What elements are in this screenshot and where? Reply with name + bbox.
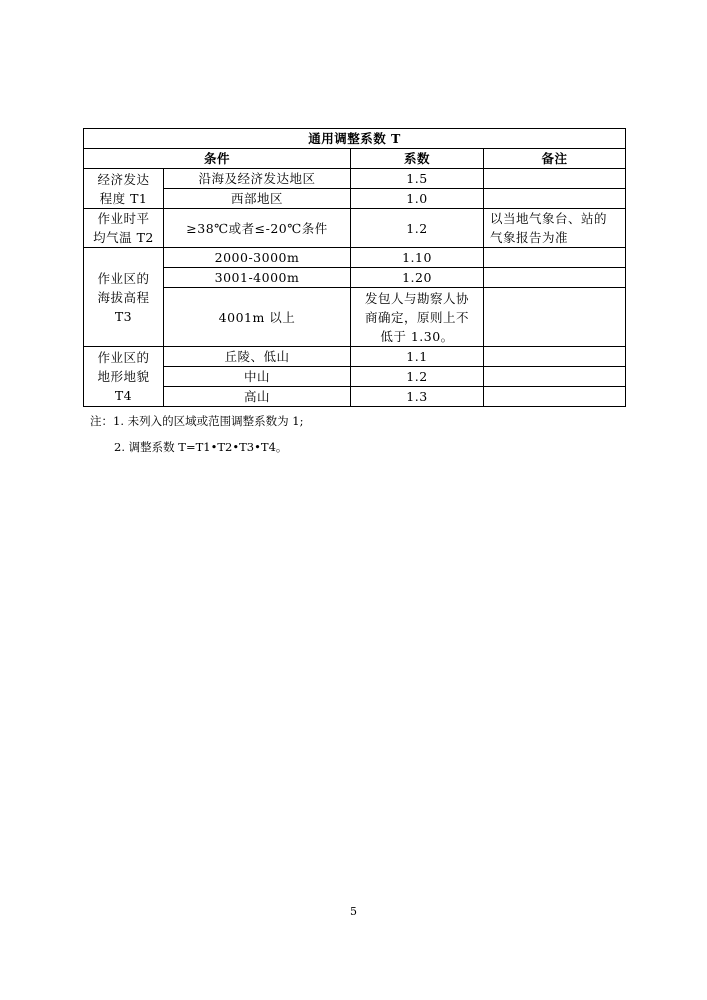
group-label-line: 作业区的 (97, 270, 150, 286)
coefficient-cell (351, 288, 484, 347)
group-label-line: 作业时平 (97, 211, 150, 226)
footnote-2: 2. 调整系数 T=T1•T2•T3•T4。 (114, 440, 288, 454)
remark-cell (484, 169, 626, 189)
coefficient-cell: 1.2 (351, 209, 484, 248)
group-label-line: 程度 T1 (99, 190, 148, 206)
group-label-line: 经济发达 (97, 171, 150, 187)
page-number: 5 (350, 905, 357, 918)
condition-cell: 高山 (164, 387, 351, 407)
remark-line: 气象报告为准 (490, 230, 569, 245)
table-row (84, 248, 626, 268)
table-row (84, 209, 626, 248)
condition-cell: 沿海及经济发达地区 (164, 169, 351, 189)
condition-cell: 4001m 以上 (164, 288, 351, 347)
group-label-line: T3 (114, 308, 133, 324)
table-title: 通用调整系数 T (84, 129, 626, 149)
group-label-t2 (84, 209, 164, 248)
table-row (84, 288, 626, 347)
group-label-line: T4 (114, 388, 133, 403)
condition-cell: 丘陵、低山 (164, 347, 351, 367)
coefficient-line: 商确定，原则上不 (364, 309, 469, 325)
table-title-row (84, 129, 626, 149)
condition-cell: 中山 (164, 367, 351, 387)
header-remark: 备注 (484, 149, 626, 169)
coefficient-cell: 1.5 (351, 169, 484, 189)
table-header-row (84, 149, 626, 169)
group-label-line: 均气温 T2 (93, 230, 154, 245)
coefficient-cell: 1.10 (351, 248, 484, 268)
table-row (84, 387, 626, 407)
remark-cell (484, 288, 626, 347)
table-footnotes (90, 408, 303, 460)
group-label-t3 (84, 248, 164, 347)
coefficient-line: 低于 1.30。 (380, 328, 454, 344)
condition-cell: 西部地区 (164, 189, 351, 209)
coefficient-cell: 1.2 (351, 367, 484, 387)
group-label-line: 地形地貌 (97, 369, 150, 384)
remark-cell (484, 268, 626, 288)
condition-cell: 2000-3000m (164, 248, 351, 268)
remark-cell (484, 209, 626, 248)
condition-cell: 3001-4000m (164, 268, 351, 288)
group-label-t1 (84, 169, 164, 209)
table-row (84, 347, 626, 367)
coefficient-cell: 1.1 (351, 347, 484, 367)
remark-cell (484, 189, 626, 209)
table-row (84, 189, 626, 209)
group-label-line: 作业区的 (97, 350, 150, 365)
coefficient-cell: 1.0 (351, 189, 484, 209)
condition-cell: ≥38℃或者≤-20℃条件 (164, 209, 351, 248)
remark-cell (484, 248, 626, 268)
table-row (84, 367, 626, 387)
header-coefficient: 系数 (351, 149, 484, 169)
remark-line: 以当地气象台、站的 (490, 211, 608, 226)
group-label-line: 海拔高程 (97, 289, 150, 305)
group-label-t4 (84, 347, 164, 407)
remark-cell (484, 387, 626, 407)
coefficient-cell: 1.3 (351, 387, 484, 407)
coefficient-cell: 1.20 (351, 268, 484, 288)
remark-cell (484, 347, 626, 367)
table-row (84, 169, 626, 189)
remark-cell (484, 367, 626, 387)
coefficient-line: 发包人与勘察人协 (364, 290, 469, 306)
footnote-1: 注：1. 未列入的区域或范围调整系数为 1; (90, 414, 304, 428)
header-condition: 条件 (84, 149, 351, 169)
adjustment-coefficient-table (83, 128, 626, 407)
table-row (84, 268, 626, 288)
